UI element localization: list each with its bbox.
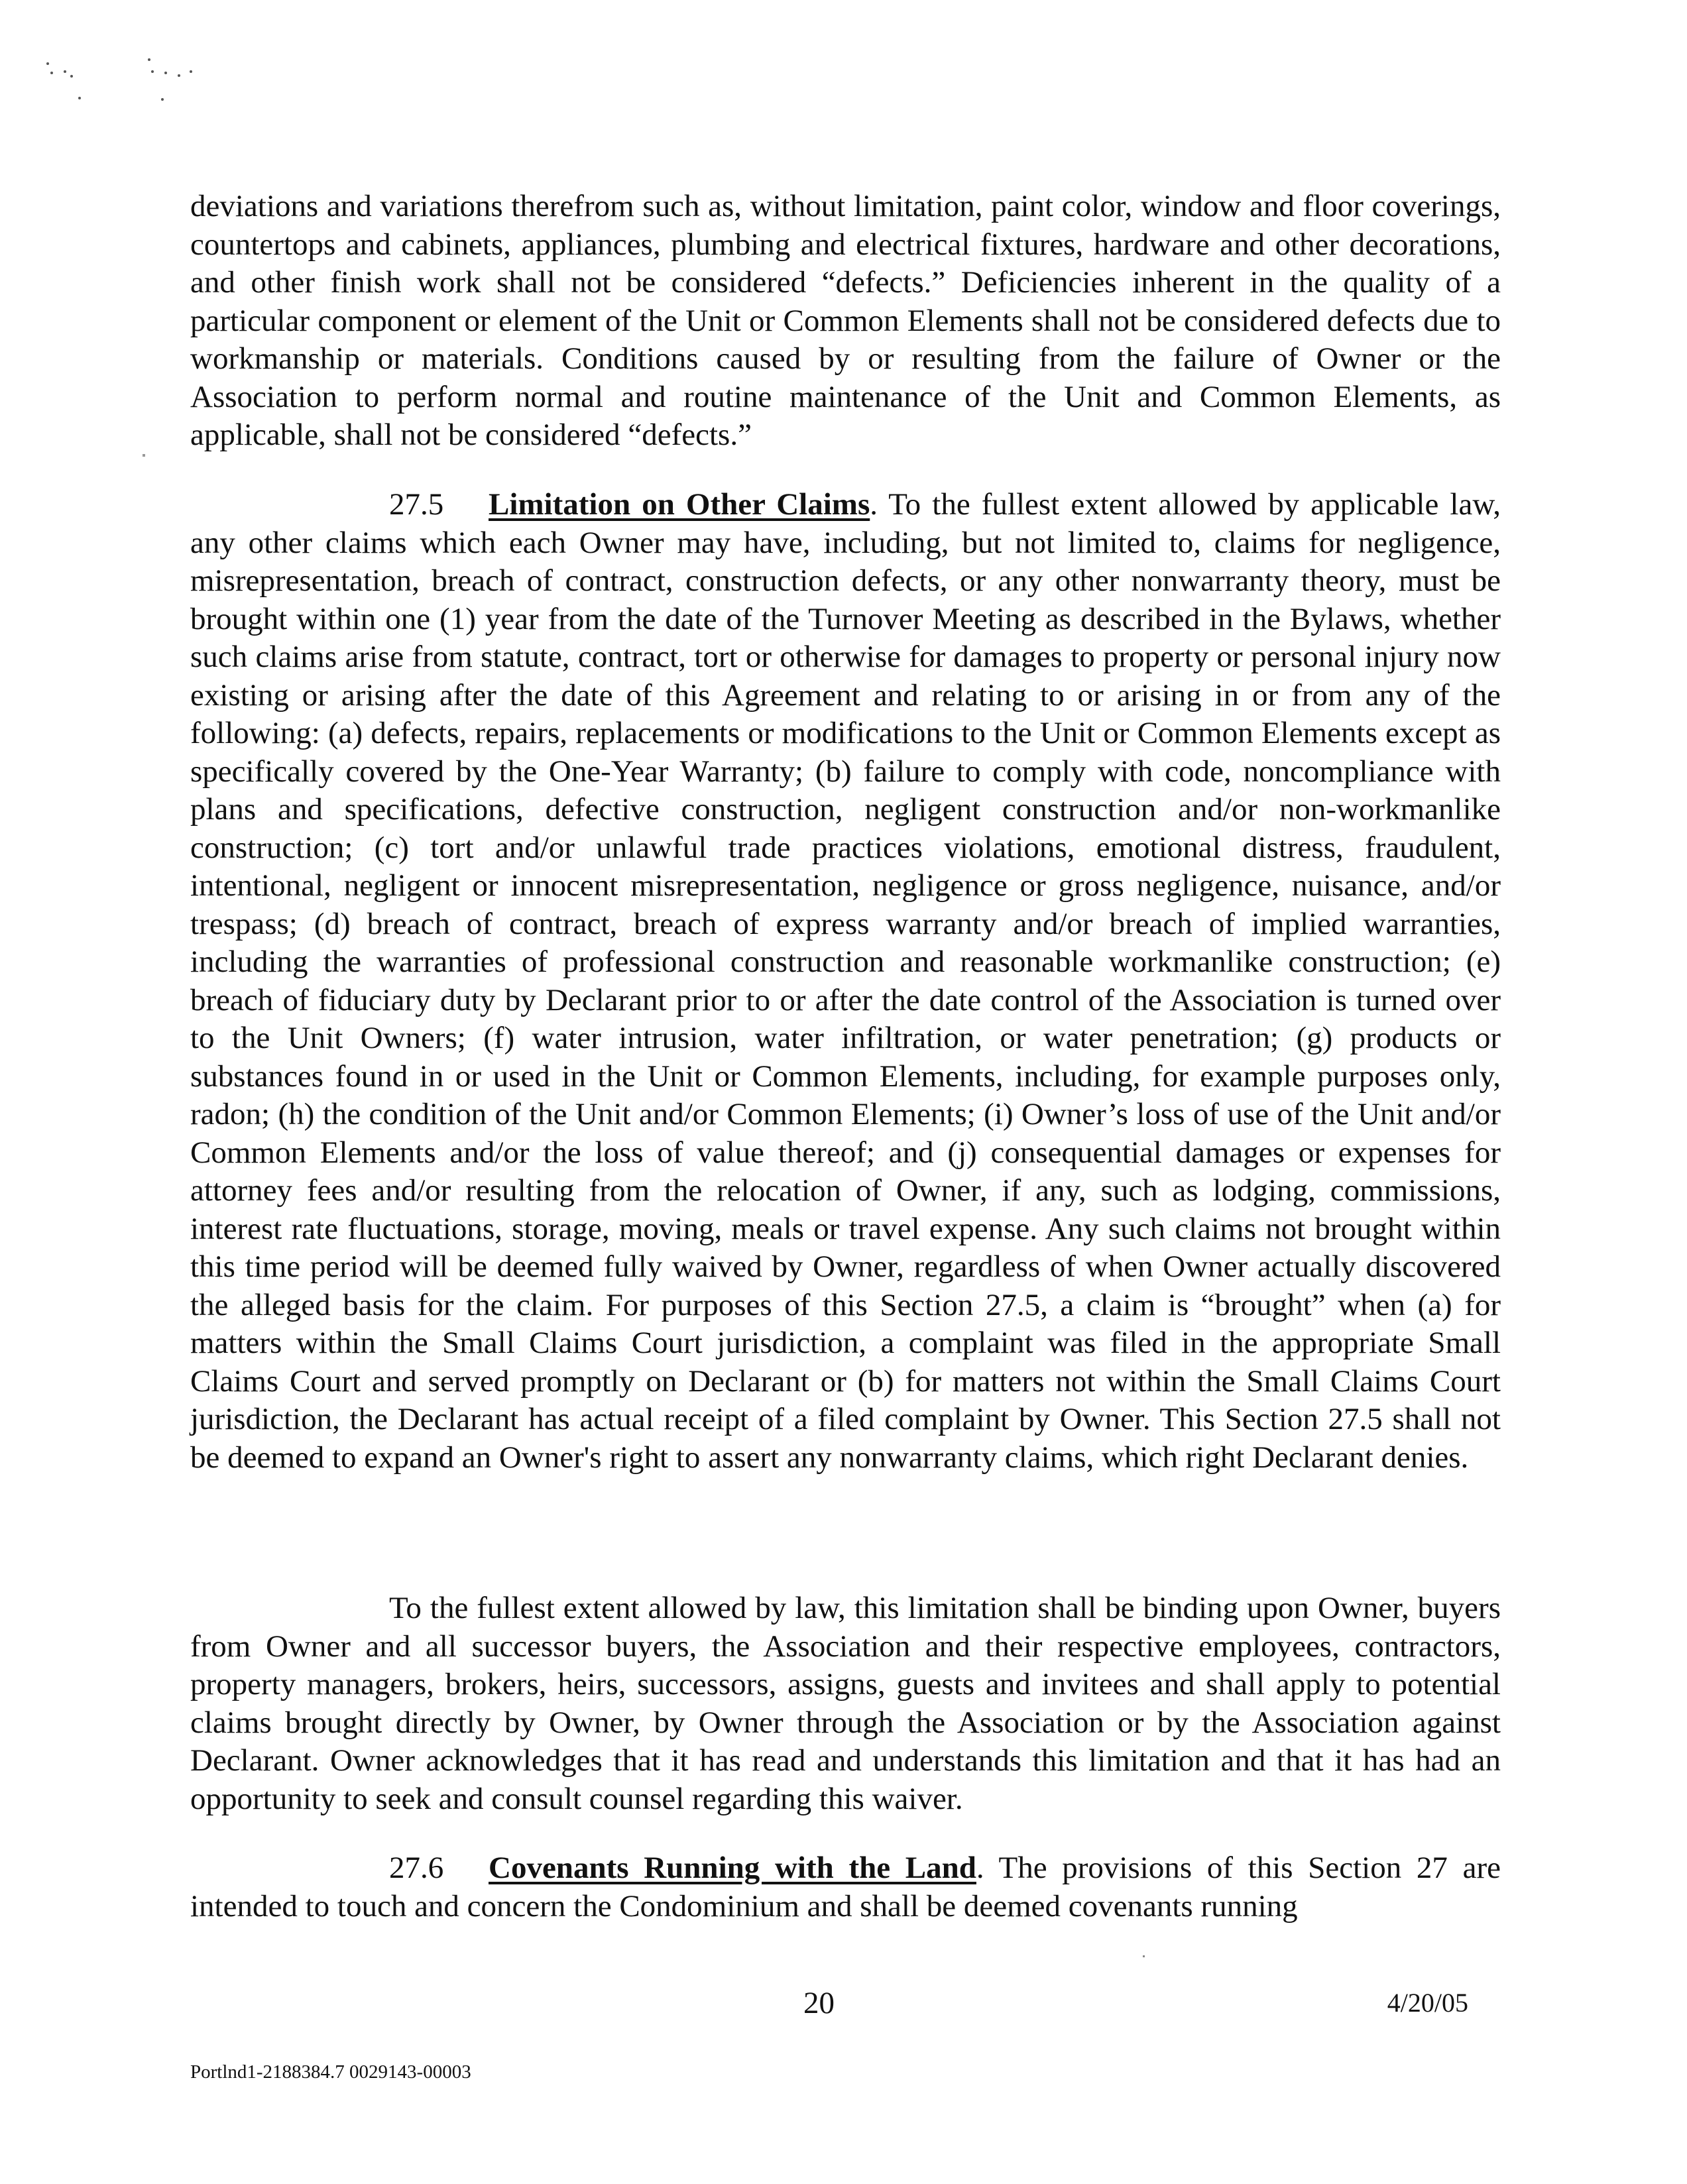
section-27-5-paragraph [190, 486, 1501, 1477]
scan-dot [1143, 1955, 1145, 1957]
paragraph-text: deviations and variations therefrom such as, without limitation, paint color, window and floor coverings, countertops and cabinets, appliances, plumbing and electrical fixtures, hardware and other decorations, and other finish work shall not be considered “defects.” Deficiencies inherent in the quality of a particular component or element of the Unit or Common Elements shall not be considered defects due to workmanship or materials. Conditions caused by or resulting from the failure of Owner or the Association to perform normal and routine maintenance of the Unit and Common Elements, as applicable, shall not be considered “defects.” [190, 189, 1501, 452]
section-body: . To the fullest extent allowed by applicable law, any other claims which each Owner may have, including, but not limited to, claims for negligence, misrepresentation, breach of contract, construction defects, or any other nonwarranty theory, must be brought within one (1) year from the date of the Turnover Meeting as described in the Bylaws, whether such claims arise from statute, contract, tort or otherwise for damages to property or personal injury now existing or arising after the date of this Agreement and relating to or arising in or from any of the following: (a) defects, repairs, replacements or modifications to the Unit or Common Elements except as specifically covered by the One-Year Warranty; (b) failure to comply with code, noncompliance with plans and specifications, defective construction, negligent construction and/or non-workmanlike construction; (c) tort and/or unlawful trade practices violations, emotional distress, fraudulent, intentional, negligent or innocent misrepresentation, negligence or gross negligence, nuisance, and/or trespass; (d) breach of contract, breach of express warranty and/or breach of implied warranties, including the warranties of professional construction and reasonable workmanlike construction; (e) breach of fiduciary duty by Declarant prior to or after the date control of the Association is turned over to the Unit Owners; (f) water intrusion, water infiltration, or water penetration; (g) products or substances found in or used in the Unit or Common Elements, including, for example purposes only, radon; (h) the condition of the Unit and/or Common Elements; (i) Owner’s loss of use of the Unit and/or Common Elements and/or the loss of value thereof; and (j) consequential damages or expenses for attorney fees and/or resulting from the relocation of Owner, if any, such as lodging, commissions, interest rate fluctuations, storage, moving, meals or travel expense. Any such claims not brought within this time period will be deemed fully waived by Owner, regardless of when Owner actually discovered the alleged basis for the claim. For purposes of this Section 27.5, a claim is “brought” when (a) for matters within the Small Claims Court jurisdiction, a complaint was filed in the appropriate Small Claims Court and served promptly on Declarant or (b) for matters not within the Small Claims Court jurisdiction, the Declarant has actual receipt of a filed complaint by Owner. This Section 27.5 shall not be deemed to expand an Owner's right to assert any nonwarranty claims, which right Declarant denies. [190, 487, 1501, 1475]
section-27-6 [190, 1849, 1501, 1925]
paragraph-text: To the fullest extent allowed by law, this limitation shall be binding upon Owner, buyers from Owner and all successor buyers, the Association and their respective employees, contractors, property managers, brokers, heirs, successors, assigns, guests and invitees and shall apply to potential claims brought directly by Owner, by Owner through the Association or by the Association against Declarant. Owner acknowledges that it has read and understands this limitation and that it has had an opportunity to seek and consult counsel regarding this waiver. [190, 1591, 1501, 1816]
paragraph-limitation-binding [190, 1589, 1501, 1818]
scan-speckles [40, 40, 212, 119]
document-id: Portlnd1-2188384.7 0029143-00003 [190, 2061, 471, 2083]
footer-date: 4/20/05 [1387, 1988, 1468, 2018]
section-number: 27.6 [389, 1851, 444, 1885]
section-number: 27.5 [389, 487, 444, 522]
section-body: . The provisions of this Section 27 are intended to touch and concern the Condominium and shall be deemed covenants running [190, 1851, 1501, 1924]
page-number: 20 [803, 1986, 835, 2020]
section-27-5 [190, 486, 1501, 1477]
section-heading: Limitation on Other Claims [489, 487, 870, 522]
margin-speck [143, 454, 145, 457]
paragraph-defects-continuation [190, 188, 1501, 455]
section-27-6-paragraph [190, 1849, 1501, 1925]
section-heading: Covenants Running with the Land [489, 1851, 976, 1885]
